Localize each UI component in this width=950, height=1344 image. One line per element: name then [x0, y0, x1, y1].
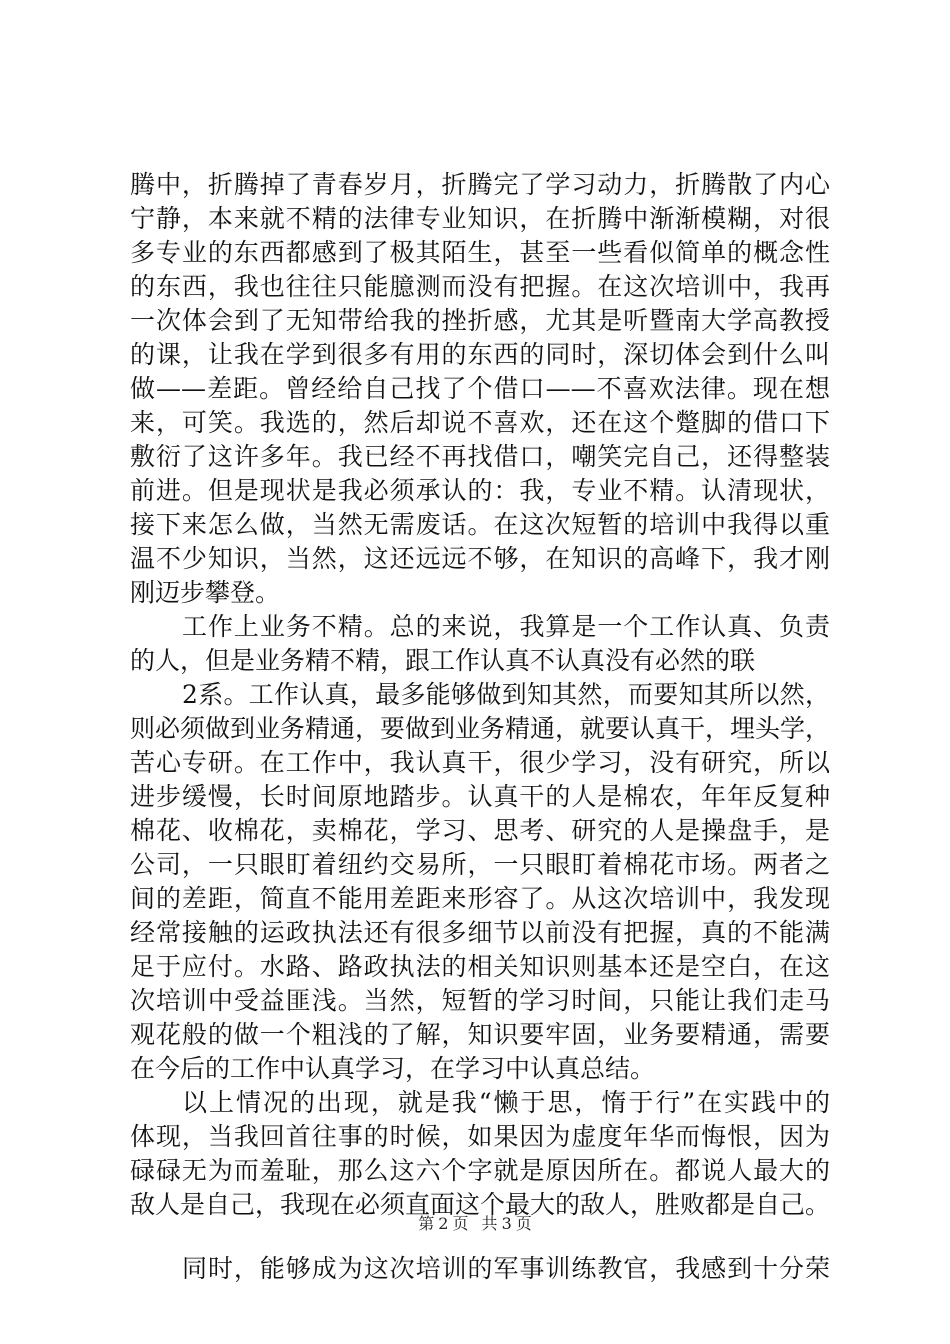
page-footer — [0, 1213, 950, 1235]
text-line: 温不少知识，当然，这还远远不够，在知识的高峰下，我才刚 — [130, 544, 830, 573]
text-line: 则必须做到业务精通，要做到业务精通，就要认真干，埋头学， — [130, 714, 830, 743]
text-line: 来，可笑。我选的，然后却说不喜欢，还在这个蹩脚的借口下 — [130, 408, 830, 437]
text-line: 敌人是自己，我现在必须直面这个最大的敌人，胜败都是自己。 — [130, 1190, 830, 1219]
total-label-prefix: 共 — [481, 1214, 498, 1233]
text-line: 棉花、收棉花，卖棉花，学习、思考、研究的人是操盘手，是 — [130, 816, 830, 845]
text-line: 经常接触的运政执法还有很多细节以前没有把握，真的不能满 — [130, 918, 830, 947]
text-line: 间的差距，简直不能用差距来形容了。从这次培训中，我发现 — [130, 884, 830, 913]
page-indicator — [416, 1214, 470, 1233]
text-line: 的课，让我在学到很多有用的东西的同时，深切体会到什么叫 — [130, 340, 830, 369]
total-indicator — [480, 1214, 534, 1233]
total-pages: 3 — [501, 1214, 512, 1233]
text-line: 的人，但是业务精不精，跟工作认真不认真没有必然的联 — [130, 646, 756, 675]
text-line: 工作上业务不精。总的来说，我算是一个工作认真、负责 — [182, 612, 830, 641]
text-line: 苦心专研。在工作中，我认真干，很少学习，没有研究，所以 — [130, 748, 830, 777]
text-line: 体现，当我回首往事的时候，如果因为虚度年华而悔恨，因为 — [130, 1122, 830, 1151]
text-line: 以上情况的出现，就是我“懒于思，惰于行”在实践中的 — [182, 1088, 830, 1117]
text-line: 进步缓慢，长时间原地踏步。认真干的人是棉农，年年反复种 — [130, 782, 830, 811]
page-label-suffix: 页 — [452, 1214, 469, 1233]
text-line: 同时，能够成为这次培训的军事训练教官，我感到十分荣 — [182, 1254, 830, 1283]
text-line: 公司，一只眼盯着纽约交易所，一只眼盯着棉花市场。两者之 — [130, 850, 830, 879]
text-line: 多专业的东西都感到了极其陌生，甚至一些看似简单的概念性 — [130, 238, 830, 267]
text-line: 的东西，我也往往只能臆测而没有把握。在这次培训中，我再 — [130, 272, 830, 301]
page-label-prefix: 第 — [418, 1214, 435, 1233]
page-number: 2 — [438, 1214, 449, 1233]
text-line: 碌碌无为而羞耻，那么这六个字就是原因所在。都说人最大的 — [130, 1156, 830, 1185]
text-line: 刚迈步攀登。 — [130, 578, 281, 607]
text-line: 做——差距。曾经给自己找了个借口——不喜欢法律。现在想 — [130, 374, 830, 403]
text-line: 宁静，本来就不精的法律专业知识，在折腾中渐渐模糊，对很 — [130, 204, 830, 233]
body-text — [130, 168, 830, 1286]
text-line: 2系。工作认真，最多能够做到知其然，而要知其所以然， — [182, 680, 830, 709]
text-line: 观花般的做一个粗浅的了解，知识要牢固，业务要精通，需要 — [130, 1020, 830, 1049]
text-line: 敷衍了这许多年。我已经不再找借口，嘲笑完自己，还得整装 — [130, 442, 830, 471]
text-line: 腾中，折腾掉了青春岁月，折腾完了学习动力，折腾散了内心 — [130, 170, 830, 199]
text-line: 接下来怎么做，当然无需废话。在这次短暂的培训中我得以重 — [130, 510, 830, 539]
total-label-suffix: 页 — [515, 1214, 532, 1233]
text-line: 一次体会到了无知带给我的挫折感，尤其是听暨南大学高教授 — [130, 306, 830, 335]
text-line: 次培训中受益匪浅。当然，短暂的学习时间，只能让我们走马 — [130, 986, 830, 1015]
text-line: 在今后的工作中认真学习，在学习中认真总结。 — [130, 1054, 656, 1083]
text-line: 足于应付。水路、路政执法的相关知识则基本还是空白，在这 — [130, 952, 830, 981]
text-line: 前进。但是现状是我必须承认的：我，专业不精。认清现状， — [130, 476, 830, 505]
